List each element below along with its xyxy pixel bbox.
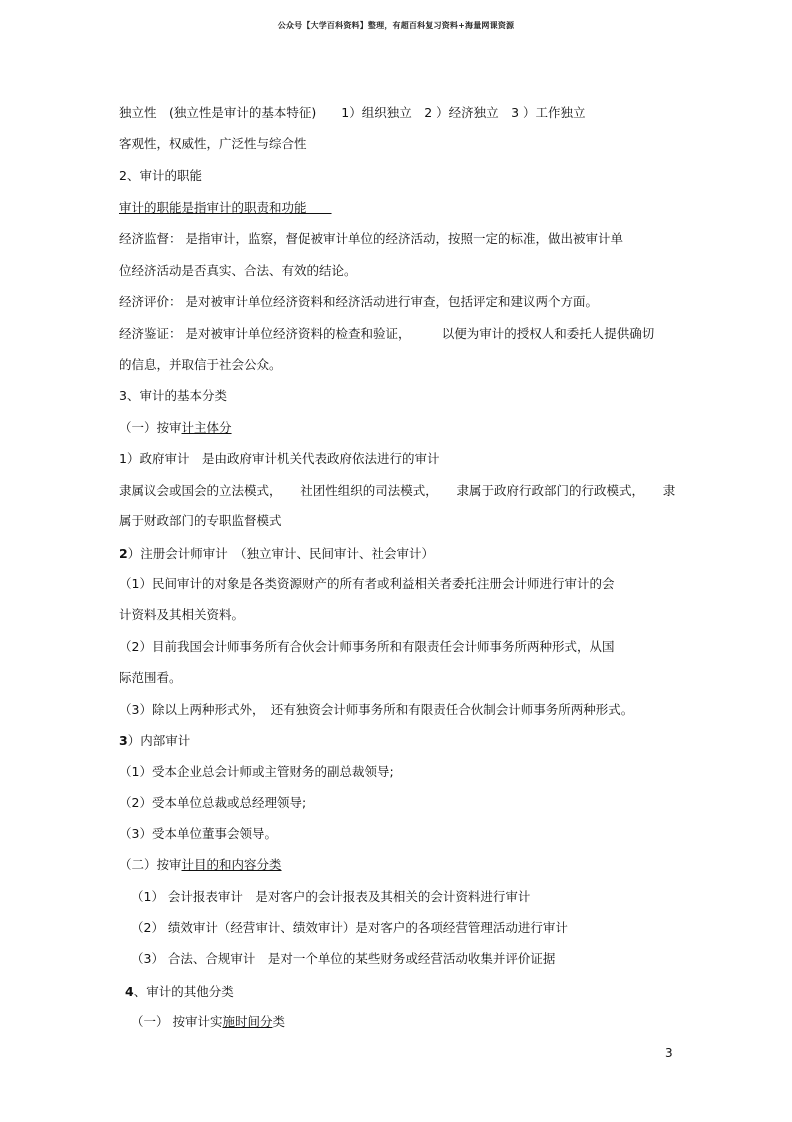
line-audit-modes-cont: 属于财政部门的专职监督模式 <box>119 513 282 528</box>
line-purpose-item-2: （2） 绩效审计（经营审计、绩效审计）是对客户的各项经营管理活动进行审计 <box>131 920 568 935</box>
line-internal-item-3: （3）受本单位董事会领导。 <box>119 826 277 841</box>
heading-basic-classification: 3、审计的基本分类 <box>119 388 227 403</box>
line-economic-attestation: 经济鉴证： 是对被审计单位经济资料的检查和验证， 以便为审计的授权人和委托人提供确切 <box>119 326 655 341</box>
subheading-by-subject: （一）按审计主体分 <box>119 420 232 435</box>
line-independence: 独立性 (独立性是审计的基本特征) 1）组织独立 2 ）经济独立 3 ）工作独立 <box>119 105 586 120</box>
line-economic-supervision-cont: 位经济活动是否真实、合法、有效的结论。 <box>119 263 357 278</box>
line-cpa-item-1: （1）民间审计的对象是各类资源财产的所有者或利益相关者委托注册会计师进行审计的会 <box>119 576 615 591</box>
line-functions-definition: 审计的职能是指审计的职责和功能 <box>119 200 332 215</box>
line-economic-supervision: 经济监督： 是指审计，监察，督促被审计单位的经济活动，按照一定的标准，做出被审计单 <box>119 231 623 246</box>
line-internal-item-1: （1）受本企业总会计师或主管财务的副总裁领导; <box>119 764 394 779</box>
line-cpa-audit: 2）注册会计师审计 （独立审计、民间审计、社会审计） <box>119 546 434 561</box>
line-cpa-item-2: （2）目前我国会计师事务所有合伙会计师事务所和有限责任会计师事务所两种形式，从国 <box>119 639 615 654</box>
subheading-by-purpose: （二）按审计目的和内容分类 <box>119 857 282 872</box>
page-header: 公众号【大学百科资料】整理，有超百科复习资料+海量网课资源 <box>277 21 515 30</box>
subheading-by-time: （一） 按审计实施时间分类 <box>131 1014 286 1029</box>
heading-other-classification: 4、审计的其他分类 <box>125 984 234 999</box>
line-objectivity: 客观性，权威性，广泛性与综合性 <box>119 136 307 151</box>
line-purpose-item-3: （3） 合法、合规审计 是对一个单位的某些财务或经营活动收集并评价证据 <box>131 951 556 966</box>
line-cpa-item-1-cont: 计资料及其相关资料。 <box>119 607 245 622</box>
heading-audit-functions: 2、审计的职能 <box>119 168 202 183</box>
line-government-audit: 1）政府审计 是由政府审计机关代表政府依法进行的审计 <box>119 451 440 466</box>
line-internal-item-2: （2）受本单位总裁或总经理领导; <box>119 795 307 810</box>
line-cpa-item-2-cont: 际范围看。 <box>119 670 182 685</box>
line-audit-modes: 隶属议会或国会的立法模式， 社团性组织的司法模式， 隶属于政府行政部门的行政模式， 隶 <box>119 483 676 498</box>
line-purpose-item-1: （1） 会计报表审计 是对客户的会计报表及其相关的会计资料进行审计 <box>131 889 531 904</box>
line-economic-attestation-cont: 的信息，并取信于社会公众。 <box>119 357 282 372</box>
line-cpa-item-3: （3）除以上两种形式外， 还有独资会计师事务所和有限责任合伙制会计师事务所两种形式。 <box>119 702 634 717</box>
line-internal-audit: 3）内部审计 <box>119 733 191 748</box>
page-number: 3 <box>665 1046 673 1060</box>
line-economic-evaluation: 经济评价： 是对被审计单位经济资料和经济活动进行审查，包括评定和建议两个方面。 <box>119 294 598 309</box>
